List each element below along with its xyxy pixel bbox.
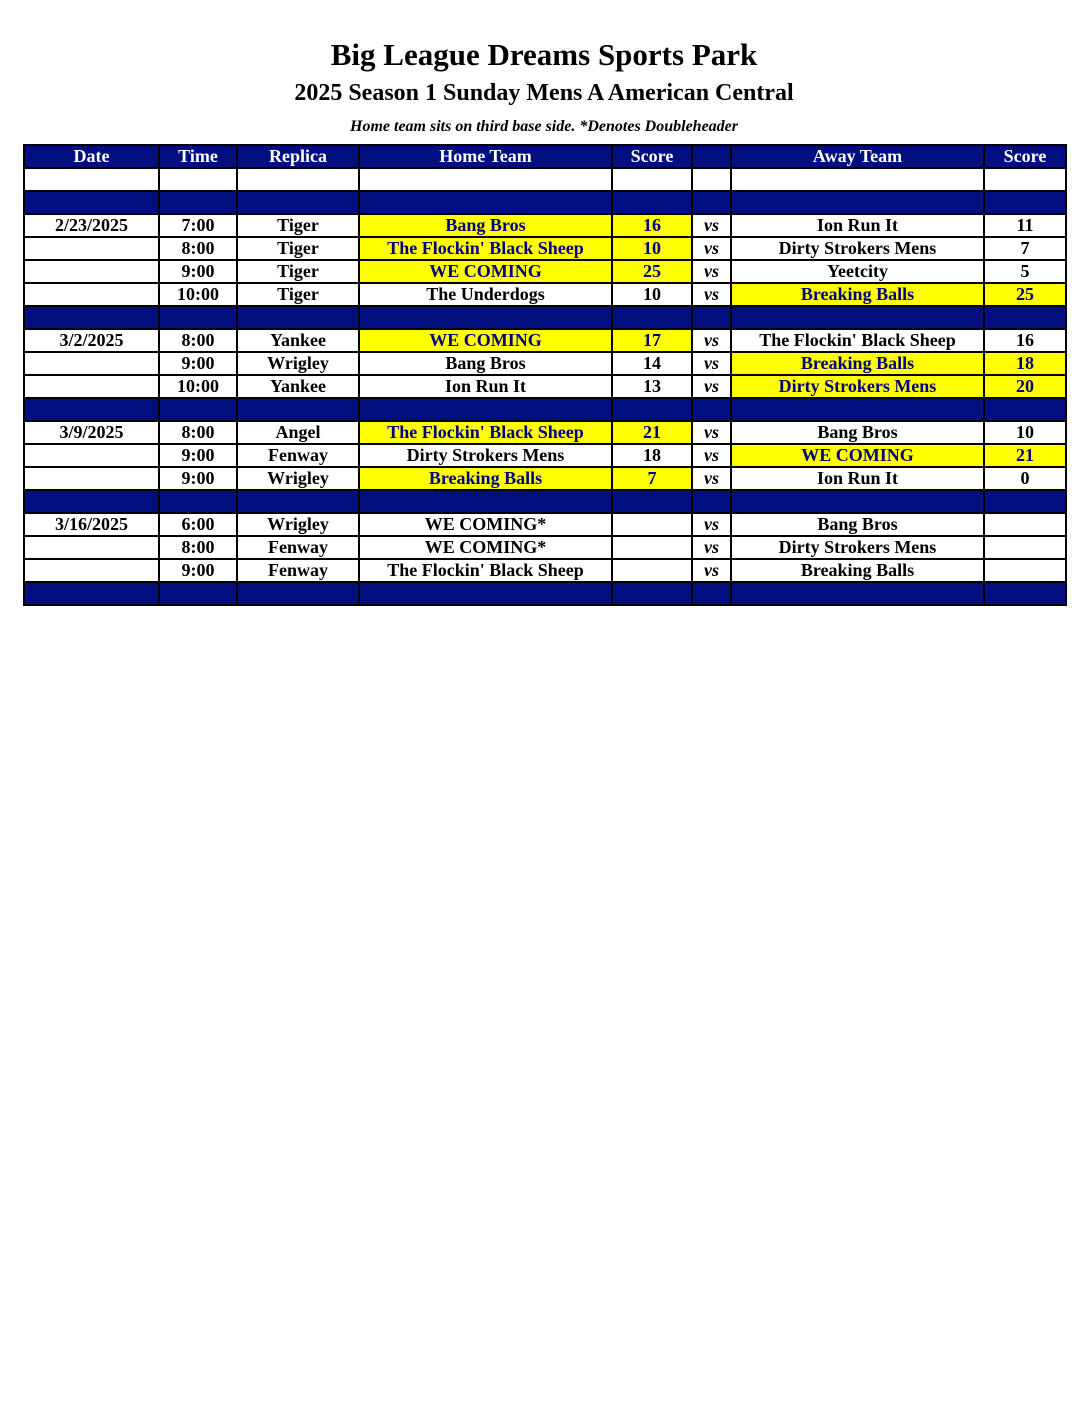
- separator-cell: [612, 306, 692, 329]
- date-cell: [24, 352, 159, 375]
- away-score-cell: [984, 559, 1066, 582]
- blank-cell: [24, 168, 159, 191]
- separator-cell: [359, 306, 612, 329]
- away-team-cell: Yeetcity: [731, 260, 984, 283]
- date-cell: [24, 444, 159, 467]
- away-team-cell: Breaking Balls: [731, 559, 984, 582]
- column-header-date: Date: [24, 145, 159, 168]
- date-cell: [24, 260, 159, 283]
- replica-cell: Tiger: [237, 260, 359, 283]
- week-separator-row: [24, 191, 1066, 214]
- week-separator-row: [24, 582, 1066, 605]
- time-cell: 9:00: [159, 559, 237, 582]
- vs-cell: vs: [692, 375, 731, 398]
- blank-cell: [984, 168, 1066, 191]
- separator-cell: [612, 191, 692, 214]
- game-row: [24, 375, 1066, 398]
- time-cell: 10:00: [159, 375, 237, 398]
- game-row: [24, 467, 1066, 490]
- away-score-cell: 7: [984, 237, 1066, 260]
- week-separator-row: [24, 490, 1066, 513]
- game-row: [24, 559, 1066, 582]
- vs-cell: vs: [692, 467, 731, 490]
- replica-cell: Wrigley: [237, 352, 359, 375]
- away-team-cell: Dirty Strokers Mens: [731, 536, 984, 559]
- page-subtitle: 2025 Season 1 Sunday Mens A American Central: [294, 80, 794, 106]
- replica-cell: Fenway: [237, 444, 359, 467]
- home-score-cell: 18: [612, 444, 692, 467]
- game-row: [24, 260, 1066, 283]
- home-team-cell: Dirty Strokers Mens: [359, 444, 612, 467]
- game-row: [24, 444, 1066, 467]
- separator-cell: [24, 490, 159, 513]
- column-header-time: Time: [159, 145, 237, 168]
- home-score-cell: [612, 536, 692, 559]
- separator-cell: [359, 490, 612, 513]
- away-team-cell: Bang Bros: [731, 421, 984, 444]
- schedule-body: [24, 168, 1066, 605]
- time-cell: 9:00: [159, 444, 237, 467]
- vs-cell: vs: [692, 237, 731, 260]
- home-score-cell: 17: [612, 329, 692, 352]
- home-team-cell: Bang Bros: [359, 352, 612, 375]
- schedule-table: [23, 144, 1067, 606]
- table-header-row: [24, 145, 1066, 168]
- date-cell: 3/16/2025: [24, 513, 159, 536]
- replica-cell: Yankee: [237, 329, 359, 352]
- away-score-cell: 11: [984, 214, 1066, 237]
- separator-cell: [612, 490, 692, 513]
- blank-cell: [359, 168, 612, 191]
- away-score-cell: 21: [984, 444, 1066, 467]
- column-header-home-score: Score: [612, 145, 692, 168]
- home-team-cell: Ion Run It: [359, 375, 612, 398]
- separator-cell: [359, 398, 612, 421]
- time-cell: 7:00: [159, 214, 237, 237]
- blank-cell: [612, 168, 692, 191]
- date-cell: [24, 375, 159, 398]
- away-score-cell: 20: [984, 375, 1066, 398]
- separator-cell: [692, 191, 731, 214]
- home-score-cell: 25: [612, 260, 692, 283]
- date-cell: 3/9/2025: [24, 421, 159, 444]
- separator-cell: [24, 398, 159, 421]
- home-score-cell: 21: [612, 421, 692, 444]
- separator-cell: [359, 191, 612, 214]
- separator-cell: [237, 398, 359, 421]
- separator-cell: [731, 398, 984, 421]
- home-score-cell: 16: [612, 214, 692, 237]
- game-row: [24, 214, 1066, 237]
- separator-cell: [237, 306, 359, 329]
- time-cell: 9:00: [159, 352, 237, 375]
- vs-cell: vs: [692, 559, 731, 582]
- home-score-cell: 14: [612, 352, 692, 375]
- column-header-vs: [692, 145, 731, 168]
- replica-cell: Wrigley: [237, 513, 359, 536]
- schedule-note: Home team sits on third base side. *Denotes Doubleheader: [350, 118, 738, 135]
- time-cell: 6:00: [159, 513, 237, 536]
- separator-cell: [731, 191, 984, 214]
- separator-cell: [159, 582, 237, 605]
- date-cell: 3/2/2025: [24, 329, 159, 352]
- week-separator-row: [24, 306, 1066, 329]
- vs-cell: vs: [692, 283, 731, 306]
- replica-cell: Yankee: [237, 375, 359, 398]
- replica-cell: Tiger: [237, 283, 359, 306]
- home-team-cell: The Underdogs: [359, 283, 612, 306]
- vs-cell: vs: [692, 329, 731, 352]
- home-team-cell: Breaking Balls: [359, 467, 612, 490]
- separator-cell: [612, 398, 692, 421]
- away-team-cell: Ion Run It: [731, 214, 984, 237]
- replica-cell: Fenway: [237, 559, 359, 582]
- separator-cell: [237, 490, 359, 513]
- separator-cell: [159, 490, 237, 513]
- away-score-cell: 10: [984, 421, 1066, 444]
- vs-cell: vs: [692, 513, 731, 536]
- replica-cell: Tiger: [237, 214, 359, 237]
- away-score-cell: 16: [984, 329, 1066, 352]
- replica-cell: Fenway: [237, 536, 359, 559]
- column-header-away-team: Away Team: [731, 145, 984, 168]
- separator-cell: [984, 191, 1066, 214]
- date-cell: 2/23/2025: [24, 214, 159, 237]
- away-team-cell: Breaking Balls: [731, 352, 984, 375]
- separator-cell: [984, 306, 1066, 329]
- column-header-away-score: Score: [984, 145, 1066, 168]
- page-title: Big League Dreams Sports Park: [330, 37, 758, 72]
- away-team-cell: Dirty Strokers Mens: [731, 375, 984, 398]
- separator-cell: [692, 582, 731, 605]
- home-score-cell: 7: [612, 467, 692, 490]
- blank-cell: [692, 168, 731, 191]
- vs-cell: vs: [692, 536, 731, 559]
- away-score-cell: [984, 536, 1066, 559]
- replica-cell: Tiger: [237, 237, 359, 260]
- column-header-home-team: Home Team: [359, 145, 612, 168]
- home-score-cell: 13: [612, 375, 692, 398]
- separator-cell: [159, 191, 237, 214]
- home-team-cell: The Flockin' Black Sheep: [359, 559, 612, 582]
- separator-cell: [692, 398, 731, 421]
- time-cell: 8:00: [159, 237, 237, 260]
- vs-cell: vs: [692, 260, 731, 283]
- away-score-cell: [984, 513, 1066, 536]
- away-team-cell: The Flockin' Black Sheep: [731, 329, 984, 352]
- separator-cell: [731, 306, 984, 329]
- time-cell: 8:00: [159, 536, 237, 559]
- home-team-cell: Bang Bros: [359, 214, 612, 237]
- time-cell: 8:00: [159, 421, 237, 444]
- time-cell: 8:00: [159, 329, 237, 352]
- date-cell: [24, 283, 159, 306]
- vs-cell: vs: [692, 421, 731, 444]
- game-row: [24, 283, 1066, 306]
- game-row: [24, 513, 1066, 536]
- date-cell: [24, 559, 159, 582]
- away-team-cell: Dirty Strokers Mens: [731, 237, 984, 260]
- game-row: [24, 352, 1066, 375]
- away-score-cell: 18: [984, 352, 1066, 375]
- game-row: [24, 237, 1066, 260]
- separator-cell: [984, 582, 1066, 605]
- separator-cell: [24, 582, 159, 605]
- week-separator-row: [24, 398, 1066, 421]
- separator-cell: [731, 490, 984, 513]
- home-team-cell: The Flockin' Black Sheep: [359, 421, 612, 444]
- away-team-cell: Bang Bros: [731, 513, 984, 536]
- home-team-cell: WE COMING*: [359, 513, 612, 536]
- time-cell: 9:00: [159, 260, 237, 283]
- away-score-cell: 25: [984, 283, 1066, 306]
- blank-cell: [731, 168, 984, 191]
- separator-cell: [24, 191, 159, 214]
- replica-cell: Angel: [237, 421, 359, 444]
- home-score-cell: 10: [612, 237, 692, 260]
- separator-cell: [984, 398, 1066, 421]
- separator-cell: [159, 306, 237, 329]
- date-cell: [24, 536, 159, 559]
- away-team-cell: WE COMING: [731, 444, 984, 467]
- separator-cell: [692, 490, 731, 513]
- separator-cell: [612, 582, 692, 605]
- separator-cell: [731, 582, 984, 605]
- away-team-cell: Breaking Balls: [731, 283, 984, 306]
- game-row: [24, 536, 1066, 559]
- date-cell: [24, 237, 159, 260]
- time-cell: 9:00: [159, 467, 237, 490]
- time-cell: 10:00: [159, 283, 237, 306]
- column-header-replica: Replica: [237, 145, 359, 168]
- blank-row: [24, 168, 1066, 191]
- separator-cell: [24, 306, 159, 329]
- separator-cell: [692, 306, 731, 329]
- separator-cell: [984, 490, 1066, 513]
- vs-cell: vs: [692, 352, 731, 375]
- home-score-cell: 10: [612, 283, 692, 306]
- separator-cell: [237, 582, 359, 605]
- separator-cell: [237, 191, 359, 214]
- replica-cell: Wrigley: [237, 467, 359, 490]
- blank-cell: [159, 168, 237, 191]
- separator-cell: [359, 582, 612, 605]
- home-team-cell: The Flockin' Black Sheep: [359, 237, 612, 260]
- home-team-cell: WE COMING*: [359, 536, 612, 559]
- home-score-cell: [612, 513, 692, 536]
- home-team-cell: WE COMING: [359, 260, 612, 283]
- separator-cell: [159, 398, 237, 421]
- blank-cell: [237, 168, 359, 191]
- away-score-cell: 0: [984, 467, 1066, 490]
- away-team-cell: Ion Run It: [731, 467, 984, 490]
- game-row: [24, 421, 1066, 444]
- vs-cell: vs: [692, 444, 731, 467]
- away-score-cell: 5: [984, 260, 1066, 283]
- date-cell: [24, 467, 159, 490]
- home-team-cell: WE COMING: [359, 329, 612, 352]
- vs-cell: vs: [692, 214, 731, 237]
- home-score-cell: [612, 559, 692, 582]
- game-row: [24, 329, 1066, 352]
